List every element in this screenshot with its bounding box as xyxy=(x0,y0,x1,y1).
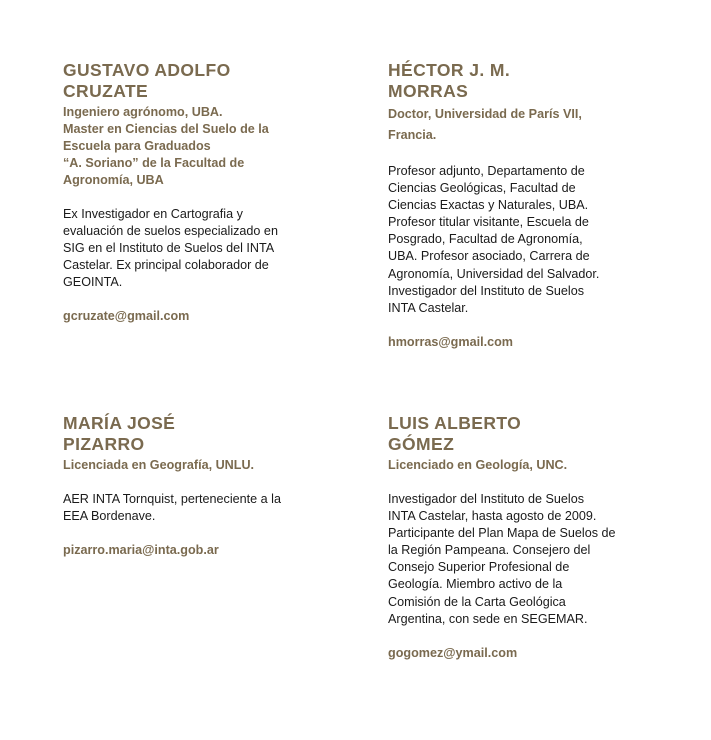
author-name-line: GÓMEZ xyxy=(388,434,455,454)
bio-line: Geología. Miembro activo de la xyxy=(388,577,563,592)
author-card-pizarro xyxy=(63,413,333,559)
credential-line: Licenciada en Geografía, UNLU. xyxy=(63,458,255,472)
bio-line: INTA Castelar. xyxy=(388,300,469,315)
bio-line: Comisión de la Carta Geológica xyxy=(388,594,566,609)
author-name-line: HÉCTOR J. M. xyxy=(388,60,511,80)
bio-line: la Región Pampeana. Consejero del xyxy=(388,543,591,558)
author-bio xyxy=(63,491,333,525)
author-name-line: GUSTAVO ADOLFO xyxy=(63,60,231,80)
credential-line: Agronomía, UBA xyxy=(63,173,164,187)
credential-line: Licenciado en Geología, UNC. xyxy=(388,458,568,472)
author-bio xyxy=(388,491,658,628)
author-name xyxy=(388,60,658,102)
bio-line: INTA Castelar, hasta agosto de 2009. xyxy=(388,509,597,524)
author-credentials xyxy=(63,104,333,189)
credential-line: “A. Soriano” de la Facultad de xyxy=(63,156,245,170)
author-name xyxy=(63,413,333,455)
author-bio xyxy=(63,206,333,291)
bio-line: GEOINTA. xyxy=(63,275,123,290)
bio-line: Consejo Superior Profesional de xyxy=(388,560,570,575)
author-name-line: MORRAS xyxy=(388,81,469,101)
bio-line: evaluación de suelos especializado en xyxy=(63,224,278,239)
author-email[interactable]: pizarro.maria@inta.gob.ar xyxy=(63,543,219,558)
author-name-line: PIZARRO xyxy=(63,434,145,454)
bio-line: Participante del Plan Mapa de Suelos de xyxy=(388,526,616,541)
author-email[interactable]: gogomez@ymail.com xyxy=(388,645,518,660)
bio-line: Posgrado, Facultad de Agronomía, xyxy=(388,232,583,247)
author-name-line: MARÍA JOSÉ xyxy=(63,413,176,433)
bio-line: Agronomía, Universidad del Salvador. xyxy=(388,266,600,281)
bio-line: Investigador del Instituto de Suelos xyxy=(388,283,585,298)
bio-line: Ciencias Geológicas, Facultad de xyxy=(388,181,576,196)
author-card-cruzate xyxy=(63,60,333,325)
author-name xyxy=(63,60,333,102)
author-card-morras xyxy=(388,60,658,351)
credential-line: Master en Ciencias del Suelo de la xyxy=(63,122,269,136)
author-name-line: CRUZATE xyxy=(63,81,149,101)
author-email[interactable]: gcruzate@gmail.com xyxy=(63,309,190,324)
author-name xyxy=(388,413,658,455)
bio-line: Castelar. Ex principal colaborador de xyxy=(63,258,269,273)
bio-line: Argentina, con sede en SEGEMAR. xyxy=(388,611,588,626)
bio-line: Profesor adjunto, Departamento de xyxy=(388,164,585,178)
author-bio xyxy=(388,163,658,317)
author-credentials xyxy=(63,457,333,474)
author-name-line: LUIS ALBERTO xyxy=(388,413,522,433)
author-email[interactable]: hmorras@gmail.com xyxy=(388,334,513,349)
bio-line: EEA Bordenave. xyxy=(63,509,156,524)
credential-line: Doctor, Universidad de París VII, xyxy=(388,107,582,121)
author-credentials xyxy=(388,457,658,474)
bio-line: AER INTA Tornquist, perteneciente a la xyxy=(63,492,281,506)
credential-line: Francia. xyxy=(388,128,437,142)
credential-line: Escuela para Graduados xyxy=(63,139,211,153)
credential-line: Ingeniero agrónomo, UBA. xyxy=(63,105,223,119)
bio-line: Profesor titular visitante, Escuela de xyxy=(388,215,589,230)
bio-line: SIG en el Instituto de Suelos del INTA xyxy=(63,241,275,256)
bio-line: Ex Investigador en Cartografia y xyxy=(63,207,243,221)
bio-line: Ciencias Exactas y Naturales, UBA. xyxy=(388,198,589,213)
author-card-gomez xyxy=(388,413,658,662)
bio-line: Investigador del Instituto de Suelos xyxy=(388,492,585,506)
author-credentials xyxy=(388,104,658,146)
bio-line: UBA. Profesor asociado, Carrera de xyxy=(388,249,590,264)
